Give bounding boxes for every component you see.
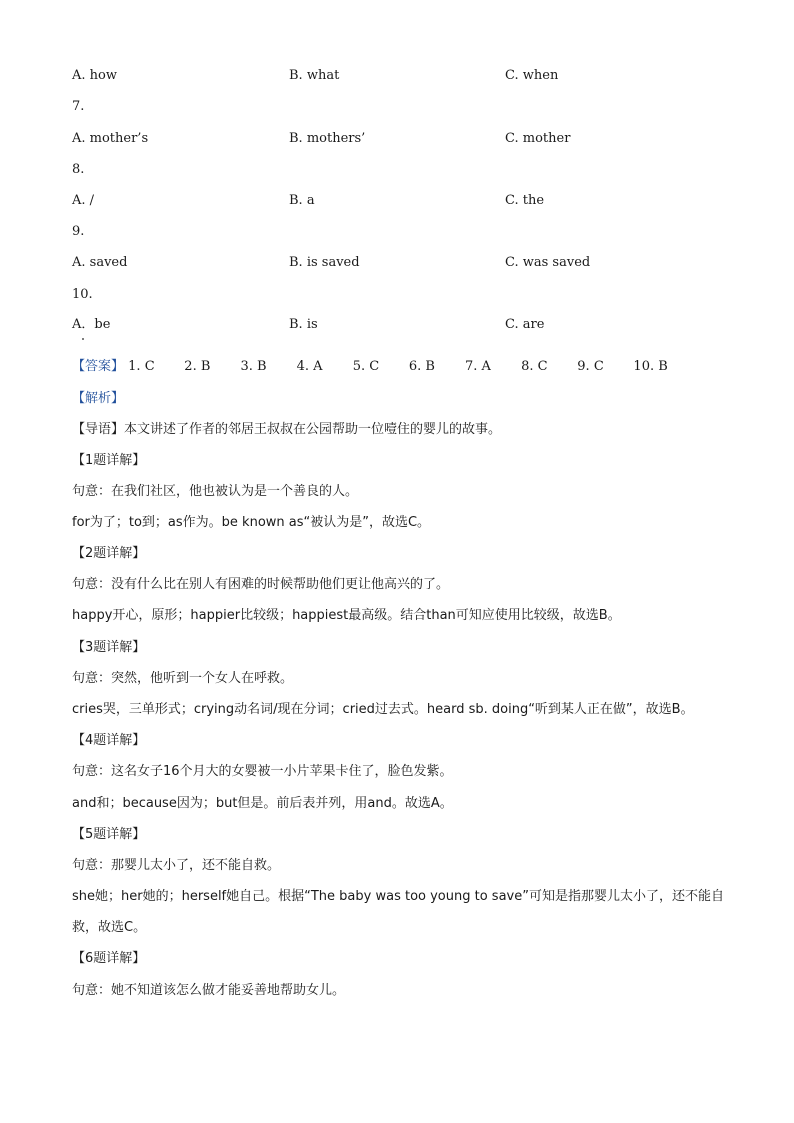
q7-number: 7. xyxy=(72,99,85,114)
answer-item: 1. C xyxy=(128,359,155,374)
q10-option-b: B. is xyxy=(289,317,318,332)
detail-heading: 【3题详解】 xyxy=(72,640,146,655)
detail-explain-continued: 救，故选C。 xyxy=(72,920,147,935)
q6-option-b: B. what xyxy=(289,68,340,83)
q9-option-a: A. saved xyxy=(72,255,128,270)
q10-number: 10. xyxy=(72,287,93,302)
q10-option-a: A．be xyxy=(72,317,111,332)
q9-option-b: B. is saved xyxy=(289,255,360,270)
detail-explain: for为了；to到；as作为。be known as“被认为是”，故选C。 xyxy=(72,515,431,530)
answer-item: 10. B xyxy=(633,359,668,374)
q10-option-c: C. are xyxy=(505,317,545,332)
q6-option-c: C. when xyxy=(505,68,559,83)
detail-explain: cries哭，三单形式；crying动名词/现在分词；cried过去式。heard sb. doing“听到某人正在做”，故选B。 xyxy=(72,702,694,717)
q6-option-a: A. how xyxy=(72,68,117,83)
answer-item: 6. B xyxy=(408,359,435,374)
answer-item: 8. C xyxy=(521,359,548,374)
detail-meaning: 句意：这名女子16个月大的女婴被一小片苹果卡住了，脸色发紫。 xyxy=(72,764,453,779)
q7-option-c: C. mother xyxy=(505,131,571,146)
detail-meaning: 句意：没有什么比在别人有困难的时候帮助他们更让他高兴的了。 xyxy=(72,577,450,592)
detail-meaning: 句意：那婴儿太小了，还不能自救。 xyxy=(72,858,281,873)
answer-row xyxy=(72,358,668,376)
intro-text: 本文讲述了作者的邻居王叔叔在公园帮助一位噎住的婴儿的故事。 xyxy=(124,422,502,437)
q9-number: 9. xyxy=(72,224,85,239)
q8-option-a: A. / xyxy=(72,193,95,208)
analysis-label: 【解析】 xyxy=(72,391,125,406)
detail-explain: happy开心，原形；happier比较级；happiest最高级。结合than可知应使用比较级，故选B。 xyxy=(72,608,621,623)
detail-heading: 【4题详解】 xyxy=(72,733,146,748)
detail-heading: 【5题详解】 xyxy=(72,827,146,842)
answer-item: 7. A xyxy=(465,359,491,374)
detail-meaning: 句意：在我们社区，他也被认为是一个善良的人。 xyxy=(72,484,359,499)
intro-line xyxy=(72,421,501,439)
q7-option-b: B. mothers’ xyxy=(289,131,366,146)
detail-meaning: 句意：她不知道该怎么做才能妥善地帮助女儿。 xyxy=(72,983,346,998)
q7-option-a: A. mother’s xyxy=(72,131,149,146)
answer-item: 9. C xyxy=(577,359,604,374)
answer-item: 4. A xyxy=(296,359,323,374)
q9-option-c: C. was saved xyxy=(505,255,591,270)
intro-label: 【导语】 xyxy=(72,422,125,437)
q8-number: 8. xyxy=(72,162,85,177)
answer-item: 2. B xyxy=(184,359,211,374)
detail-explain: and和；because因为；but但是。前后表并列，用and。故选A。 xyxy=(72,796,453,811)
q8-option-c: C. the xyxy=(505,193,545,208)
answer-label: 【答案】 xyxy=(72,359,125,374)
answer-item: 3. B xyxy=(240,359,267,374)
answer-item: 5. C xyxy=(352,359,380,374)
q8-option-b: B. a xyxy=(289,193,315,208)
detail-explain: she她；her她的；herself她自己。根据“The baby was too young to save”可知是指那婴儿太小了，还不能自 xyxy=(72,889,724,904)
detail-meaning: 句意：突然，他听到一个女人在呼救。 xyxy=(72,671,294,686)
detail-heading: 【2题详解】 xyxy=(72,546,146,561)
detail-heading: 【1题详解】 xyxy=(72,453,146,468)
detail-heading: 【6题详解】 xyxy=(72,951,146,966)
stray-dot xyxy=(82,338,84,340)
